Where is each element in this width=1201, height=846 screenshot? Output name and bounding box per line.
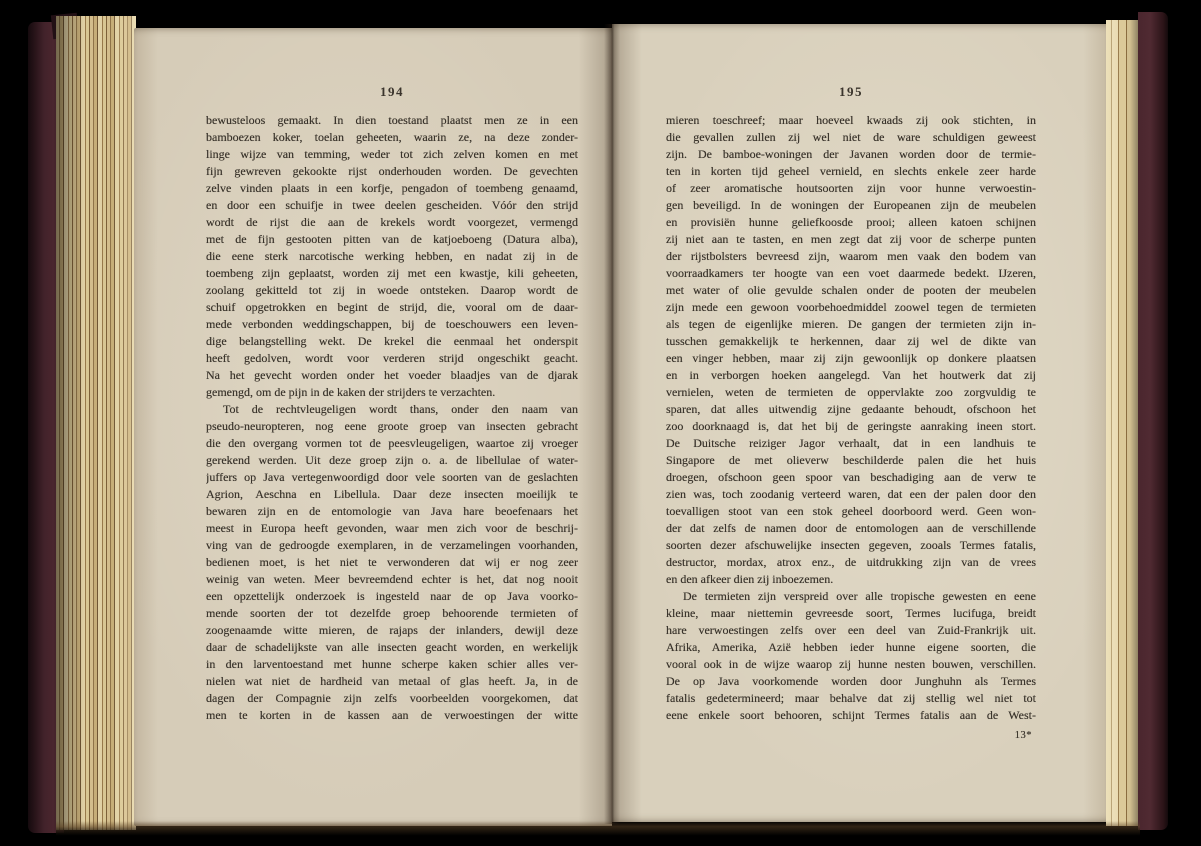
text-line: in den larventoestand met hunne scherpe kaken schier alles ver- — [206, 657, 578, 671]
text-line: bewusteloos gemaakt. In dien toestand plaatst men ze in een — [206, 113, 578, 127]
text-line: dagen der Compagnie zijn zelfs voorbeelden voorgekomen, dat — [206, 691, 578, 705]
text-line: meest in Europa heeft gevonden, waar men zich voor de beschrij- — [206, 521, 578, 535]
text-line: die eene sterk narcotische werking hebben, en nadat zij in de — [206, 249, 578, 263]
text-line: Na het gevecht worden onder het voeder blaadjes van de djarak — [206, 368, 578, 382]
text-line: der rijstbolsters bevreesd zijn, waarom men vaak den bodem van — [666, 249, 1036, 263]
text-line: sparen, dat alles uitwendig zijne gedaante behoudt, ofschoon het — [666, 402, 1036, 416]
text-line: mede verbonden weddingschappen, bij de toeschouwers een leven- — [206, 317, 578, 331]
text-line: mieren toeschreef; maar hoeveel kwaads zij ook stichten, in — [666, 113, 1036, 127]
text-line: toembeng zijn geplaatst, worden zij met een kwastje, kili geheeten, — [206, 266, 578, 280]
text-line: zijn mede een gewoon voorbehoedmiddel zoowel tegen de termieten — [666, 300, 1036, 314]
text-line: als tegen de eigenlijke mieren. De gangen der termieten zijn in- — [666, 317, 1036, 331]
text-line: De Duitsche reiziger Jagor verhaalt, dat in een landhuis te — [666, 436, 1036, 450]
text-line: gemengd, om de pijn in de kaken der strijders te verzachten. — [206, 385, 496, 399]
text-line: ten in korten tijd geheel vernield, en slechts enkele zeer harde — [666, 164, 1036, 178]
text-line: een vinger hebben, maar zij zijn gewoonlijk op donkere plaatsen — [666, 351, 1036, 365]
book-bottom-edge — [56, 821, 1140, 837]
text-line: dige belangstelling wekt. De krekel die eenmaal het onderspit — [206, 334, 578, 348]
text-line: nielen wat niet de hardheid van metaal of glas heeft. Ja, in de — [206, 674, 578, 688]
text-line: soorten dezer afschuwelijke insecten gegeven, zooals Termes fatalis, — [666, 538, 1036, 552]
text-line: linge wijze van temming, weder tot zich zelven komen en met — [206, 147, 578, 161]
text-line: zoolang gekitteld tot zij in woede ontsteken. Daarop wordt de — [206, 283, 578, 297]
text-line: weinig van weten. Meer bevreemdend echter is het, dat nog nooit — [206, 572, 578, 586]
text-line: vooral ook in de wijze waarop zij hunne nesten bouwen, verschillen. — [666, 657, 1036, 671]
text-line: tusschen gemakkelijk te herkennen, daar zij wel de dikte van — [666, 334, 1036, 348]
page-edges-left — [56, 16, 136, 830]
text-line: fijn gewreven gekookte rijst onderhouden worden. De gevechten — [206, 164, 578, 178]
text-line: en provisiën hunne geliefkoosde prooi; alleen katoen schijnen — [666, 215, 1036, 229]
text-line: daar de schadelijkste van alle insecten geacht worden, en werkelijk — [206, 640, 578, 654]
text-line: men te korten in de kassen aan de verwoestingen der witte — [206, 708, 578, 722]
text-line: gerekend werden. Uit deze groep zijn o. a. de libellulae of water- — [206, 453, 578, 467]
text-line: Agrion, Aeschna en Libellula. Daar deze insecten moeilijk te — [206, 487, 578, 501]
text-line: De termieten zijn verspreid over alle tropische gewesten en eene — [683, 589, 1036, 603]
text-line: Tot de rechtvleugeligen wordt thans, onder den naam van — [223, 402, 578, 416]
page-number-left: 194 — [380, 84, 404, 99]
text-line: ving van de gedroogde exemplaren, in de verzamelingen voorhanden, — [206, 538, 578, 552]
text-line: pseudo-neuropteren, nog eene groote groep van insecten gebracht — [206, 419, 578, 433]
text-line: heeft gedolven, wordt voor verderen strijd ongeschikt geacht. — [206, 351, 578, 365]
text-line: bedienen moet, is het niet te verwonderen dat wij er nog zeer — [206, 555, 578, 569]
text-line: of zeer aromatische houtsoorten zijn voor hunne verwoestin- — [666, 181, 1036, 195]
book-gutter — [604, 24, 620, 824]
text-line: een opzettelijk onderzoek is ingesteld naar de op Java voorko- — [206, 589, 578, 603]
text-line: der dat zelfs de namen door de entomologen aan de verschillende — [666, 521, 1036, 535]
text-line: hare verwoestingen zelfs over een deel van Zuid-Frankrijk uit. — [666, 623, 1036, 637]
text-line: zijn. De bamboe-woningen der Javanen worden door de termie- — [666, 147, 1036, 161]
text-line: vernielen, weten de termieten de oppervlakte zoo zorgvuldig te — [666, 385, 1036, 399]
text-line: gen beveiligd. In de woningen der Europeanen zijn de meubelen — [666, 198, 1036, 212]
book-cover-right — [1138, 12, 1168, 830]
text-line: bamboezen koker, toelan geheeten, waarin ze, na deze zonder- — [206, 130, 578, 144]
text-line: bewaren zijn en de entomologie van Java hare beoefenaars het — [206, 504, 578, 518]
text-line: toevalligen stoot van een stok geheel doorboord werd. Geen won- — [666, 504, 1036, 518]
text-line: destructor, mordax, atrox enz., de uitdrukking zijn van de vrees — [666, 555, 1036, 569]
text-line: kleine, maar niettemin gevreesde soort, Termes lucifuga, breidt — [666, 606, 1036, 620]
text-line: zoogenaamde witte mieren, de rajaps der inlanders, dewijl deze — [206, 623, 578, 637]
text-line: en door een schuifje in twee deelen gescheiden. Vóór den strijd — [206, 198, 578, 212]
text-line: De op Java voorkomende worden door Junghuhn als Termes — [666, 674, 1036, 688]
text-line: zoo doorknaagd is, dat het bij de geringste aanraking ineen stort. — [666, 419, 1036, 433]
text-line: met water of olie gevulde schalen onder de pooten der meubelen — [666, 283, 1036, 297]
text-line: eene enkele soort behooren, schijnt Termes fatalis aan de West- — [666, 708, 1036, 722]
body-text-right — [666, 112, 1036, 724]
body-text-left — [206, 112, 578, 724]
text-line: zij niet aan te tasten, en men zegt dat zij voor de scherpe punten — [666, 232, 1036, 246]
page-number-right: 195 — [839, 84, 863, 99]
text-line: met de fijn gestooten pitten van de katjoeboeng (Datura alba), — [206, 232, 578, 246]
text-line: die den overgang vormen tot de peesvleugeligen, waartoe zij vroeger — [206, 436, 578, 450]
signature-mark-wrap — [666, 724, 1036, 744]
text-line: zelve vinden plaats in een korfje, pengadon of toembeng genaamd, — [206, 181, 578, 195]
text-line: Afrika, Amerika, Azië hebben ieder hunne eigene soorten, die — [666, 640, 1036, 654]
text-line: juffers op Java vertegenwoordigd door vele soorten van de geslachten — [206, 470, 578, 484]
text-line: die gevallen zullen zij wel niet de ware schuldigen geweest — [666, 130, 1036, 144]
text-line: voorraadkamers ter hoogte van een voet daarmede bedekt. IJzeren, — [666, 266, 1036, 280]
text-line: zien was, toch zoodanig verteerd waren, dat een der palen door den — [666, 487, 1036, 501]
text-line: schuif opgetrokken en begint de strijd, die, vooral om de daar- — [206, 300, 578, 314]
text-line: Singapore de met olieverw beschilderde palen die het huis — [666, 453, 1036, 467]
text-line: en den afkeer dien zij inboezemen. — [666, 572, 834, 586]
text-line: mende soorten der tot dezelfde groep behoorende termieten of — [206, 606, 578, 620]
text-line: fatalis gedetermineerd; maar behalve dat zij stellig wel niet tot — [666, 691, 1036, 705]
text-line: en in verborgen hoeken aangelegd. Van het houtwerk dat zij — [666, 368, 1036, 382]
page-edges-right — [1106, 20, 1140, 826]
text-line: droegen, ofschoon geen spoor van beschadiging aan de verw te — [666, 470, 1036, 484]
signature-mark: 13* — [1014, 730, 1032, 741]
text-line: wordt de rijst die aan de krekels wordt voorgezet, vermengd — [206, 215, 578, 229]
